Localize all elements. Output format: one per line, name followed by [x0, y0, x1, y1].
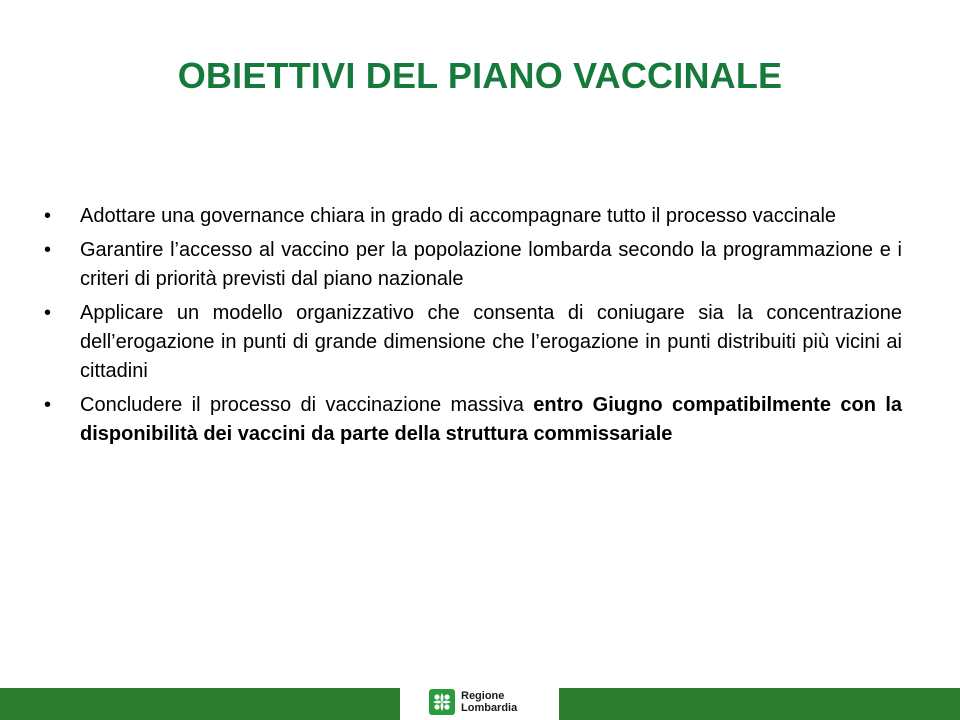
list-item — [42, 299, 902, 386]
bullet-dot: • — [44, 205, 52, 227]
bullet-text: Concludere il processo di vaccinazione massiva — [80, 394, 534, 416]
footer-bar-left — [0, 688, 400, 720]
bullet-dot: • — [44, 394, 52, 416]
list-item — [42, 202, 902, 231]
rosa-camuna-icon — [429, 689, 455, 715]
list-item — [42, 391, 902, 449]
logo-text — [461, 690, 517, 714]
bullet-dot: • — [44, 239, 52, 261]
list-item — [42, 236, 902, 294]
bullet-text: Adottare una governance chiara in grado di accompagnare tutto il processo vaccinale — [80, 205, 837, 227]
slide-title: OBIETTIVI DEL PIANO VACCINALE — [177, 55, 783, 96]
logo-line-2: Lombardia — [461, 702, 518, 714]
bullet-text-bold: entro Giugno compatibilmente con la disponibilità dei vaccini da parte della struttura commissariale — [80, 394, 902, 445]
bullet-text: Garantire l’accesso al vaccino per la popolazione lombarda secondo la programmazione e i criteri di priorità previsti dal piano nazionale — [80, 239, 902, 290]
bullet-dot: • — [44, 302, 52, 324]
footer-bar-right — [559, 688, 960, 720]
objectives-list — [42, 202, 902, 454]
logo-line-1: Regione — [461, 690, 505, 702]
regione-lombardia-logo — [400, 684, 559, 720]
bullet-text: Applicare un modello organizzativo che consenta di coniugare sia la concentrazione dell’erogazione in punti di grande dimensione che l’erogazione in punti distribuiti più vicini ai cittadini — [80, 302, 902, 382]
